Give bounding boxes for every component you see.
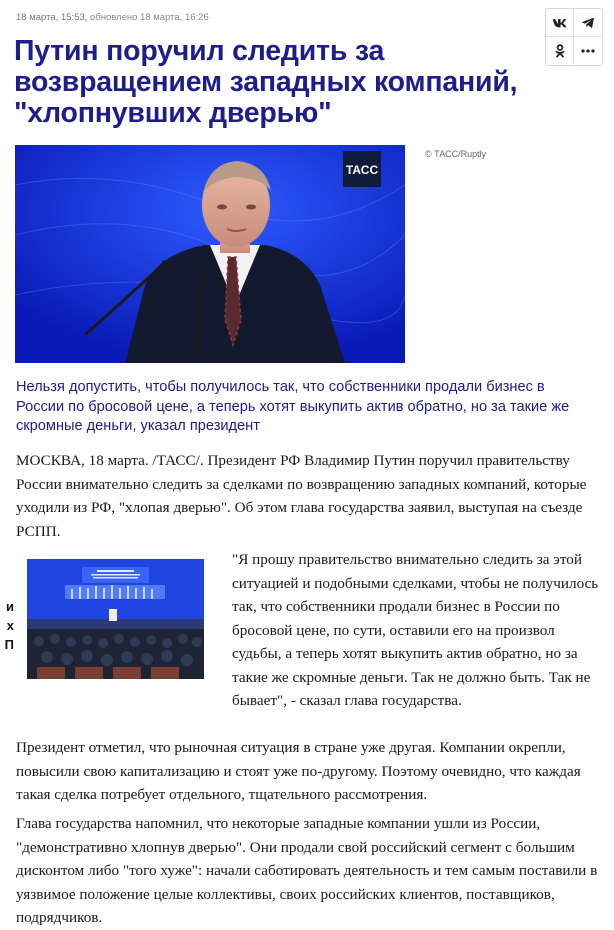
article-lead: Нельзя допустить, чтобы получилось так, что собственники продали бизнес в России по бросовой цене, а теперь хотят выкупить актив обратно, но за такие же скромные деньги, указал президент	[16, 379, 570, 434]
more-icon	[581, 49, 595, 53]
telegram-icon	[581, 17, 595, 29]
odnoklassniki-icon	[555, 44, 565, 58]
more-share-button[interactable]	[574, 37, 602, 65]
vk-share-button[interactable]	[546, 9, 574, 37]
vk-icon	[552, 18, 568, 28]
published-date: 18 марта, 15:53,	[16, 12, 88, 23]
article-paragraph-3: Глава государства напомнил, что некоторые западные компании ушли из России, "демонстративно хлопнув дверью". Они продали свой российский сегмент с большим дисконтом либо "того хуже": начали саботировать деятельность и тем самым поставили в уязвимое положение целые коллективы, своих российских клиентов, поставщиков, подрядчиков.	[16, 815, 598, 926]
congress-hall-illustration	[27, 559, 204, 679]
share-panel	[545, 8, 603, 66]
updated-date: обновлено 18 марта, 16:26	[89, 12, 209, 23]
article-title: Путин поручил следить за возвращением западных компаний, "хлопнувших дверью"	[14, 35, 518, 129]
article-meta	[16, 12, 209, 23]
putin-speech-illustration	[15, 145, 405, 363]
photo-credit: © ТАСС/Ruptly	[425, 149, 487, 159]
telegram-share-button[interactable]	[574, 9, 602, 37]
article-paragraph-2: Президент отметил, что рыночная ситуация в стране уже другая. Компании окрепли, повысили свою капитализацию и стоят уже по-другому. Поэтому очевидно, что каждая такая сделка потребует отдельного, тщательного рассмотрения.	[16, 739, 581, 803]
ok-share-button[interactable]	[546, 37, 574, 65]
tass-badge: ТАСС	[345, 163, 379, 177]
related-article-thumbnail[interactable]	[27, 559, 204, 679]
article-photo	[15, 145, 405, 363]
cut-letters: и х П	[4, 599, 14, 652]
related-title-fragment	[0, 597, 14, 654]
article-quote: "Я прошу правительство внимательно следить за этой ситуацией и подобными сделками, чтобы не получилось так, что собственники продали бизнес в России по бросовой цене, по сути, оставили его на произвол судьбы, а теперь хотят выкупить актив обратно, но за такие же скромные деньги. Так не должно быть. Так не бывает", - сказал глава государства.	[232, 551, 599, 709]
related-article-card[interactable]	[0, 553, 210, 697]
article-paragraph-1: МОСКВА, 18 марта. /ТАСС/. Президент РФ Владимир Путин поручил правительству России внимательно следить за сделками по возвращению западных компаний, которые уходили из РФ, "хлопая дверью". Об этом глава государства заявил, выступая на съезде РСПП.	[16, 452, 587, 540]
